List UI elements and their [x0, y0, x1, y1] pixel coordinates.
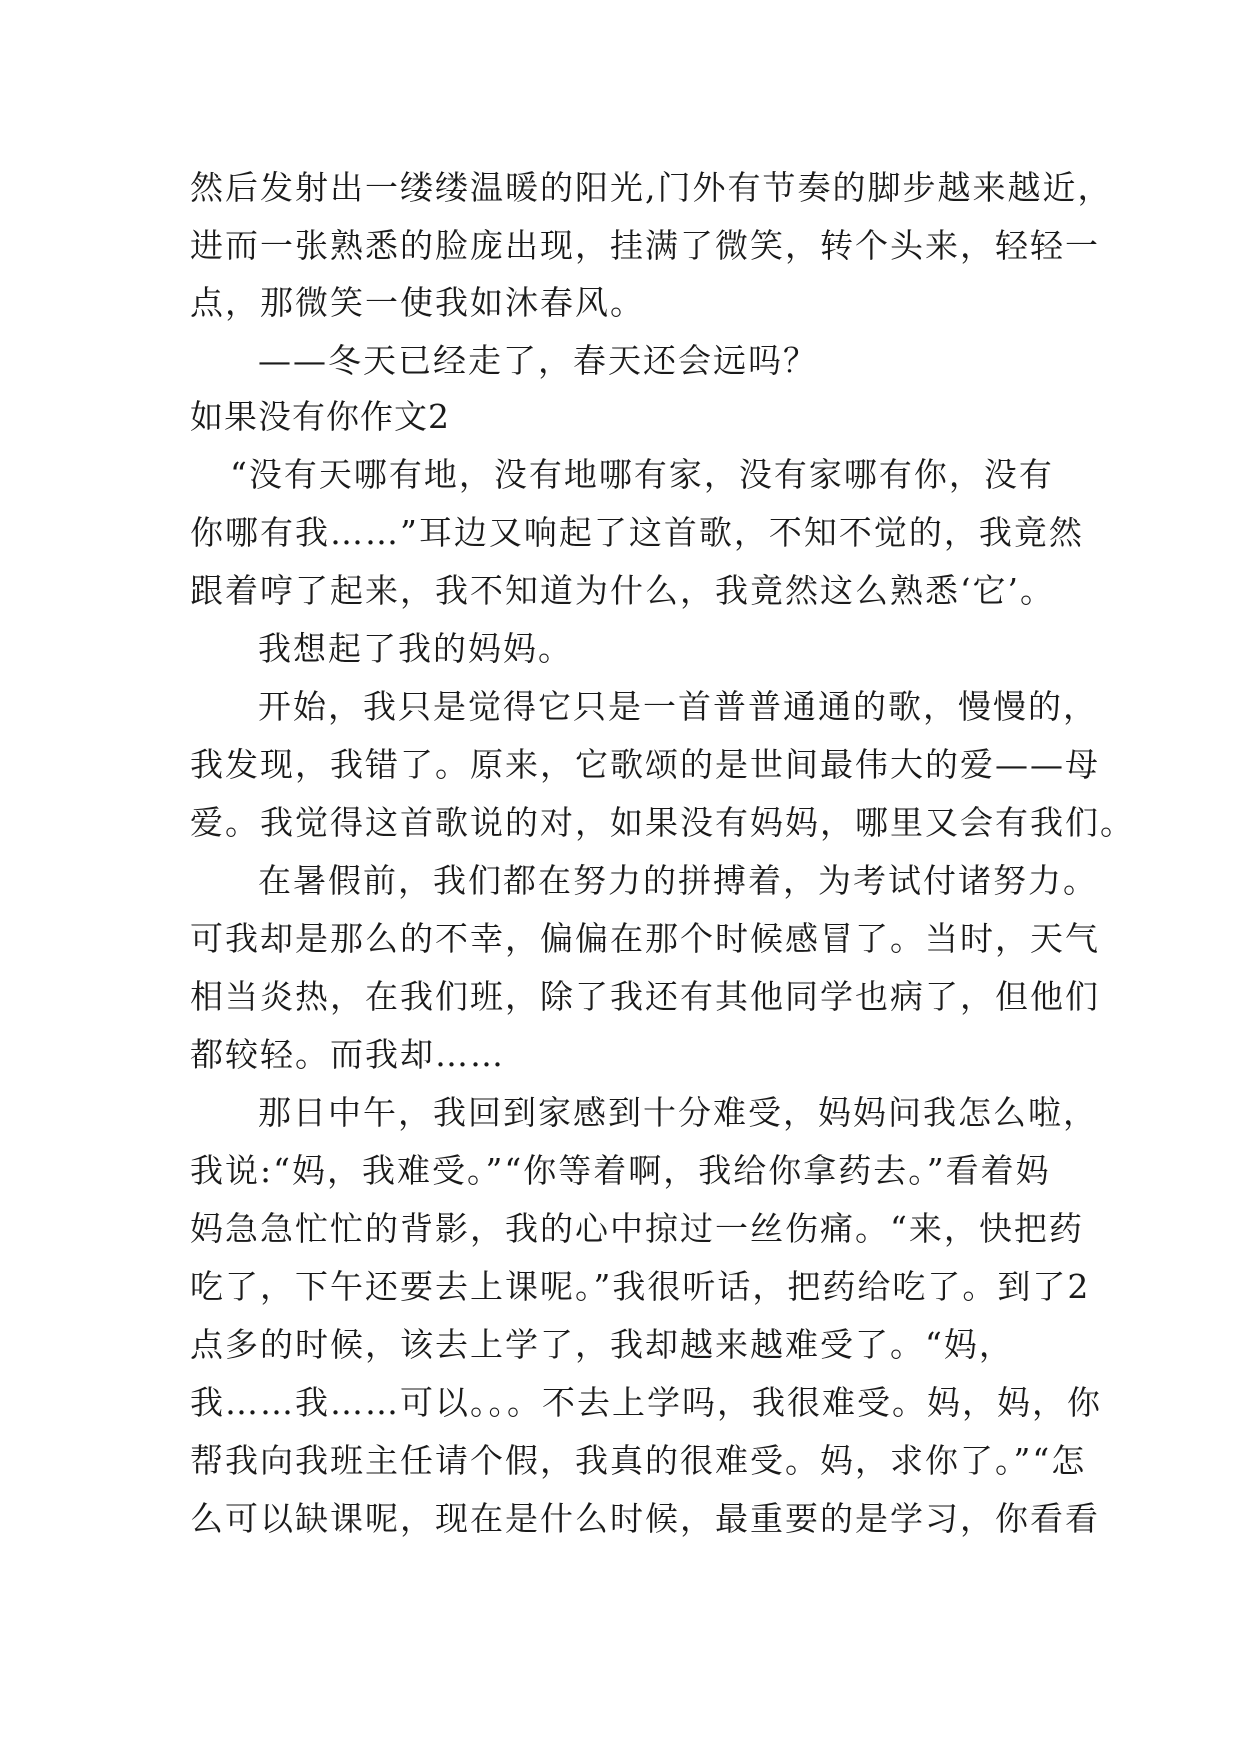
- text-line: 我发现，我错了。原来，它歌颂的是世间最伟大的爱——母: [190, 745, 1100, 784]
- text-line: 进而一张熟悉的脸庞出现，挂满了微笑，转个头来，轻轻一: [190, 226, 1100, 265]
- text-line: ——冬天已经走了，春天还会远吗？: [258, 341, 818, 380]
- text-line: “没有天哪有地，没有地哪有家，没有家哪有你，没有: [230, 455, 1054, 494]
- text-line: 吃了，下午还要去上课呢。”我很听话，把药给吃了。到了2: [190, 1267, 1091, 1306]
- text-line: 爱。我觉得这首歌说的对，如果没有妈妈，哪里又会有我们。: [190, 803, 1135, 842]
- text-line: 点多的时候，该去上学了，我却越来越难受了。“妈，: [190, 1325, 1014, 1364]
- section-title: 如果没有你作文2: [190, 397, 450, 436]
- text-line: 可我却是那么的不幸，偏偏在那个时候感冒了。当时，天气: [190, 919, 1100, 958]
- text-line: 么可以缺课呢，现在是什么时候，最重要的是学习，你看看: [190, 1499, 1100, 1538]
- text-line: 相当炎热，在我们班，除了我还有其他同学也病了，但他们: [190, 977, 1100, 1016]
- text-line: 你哪有我……”耳边又响起了这首歌，不知不觉的，我竟然: [190, 513, 1084, 552]
- text-line: 点，那微笑一使我如沐春风。: [190, 283, 645, 322]
- text-line: 都较轻。而我却……: [190, 1035, 505, 1074]
- text-line: 开始，我只是觉得它只是一首普普通通的歌，慢慢的，: [258, 687, 1098, 726]
- text-line: 在暑假前，我们都在努力的拼搏着，为考试付诸努力。: [258, 861, 1098, 900]
- text-line: 那日中午，我回到家感到十分难受，妈妈问我怎么啦，: [258, 1093, 1098, 1132]
- text-line: 跟着哼了起来，我不知道为什么，我竟然这么熟悉‘它’。: [190, 571, 1055, 610]
- text-line: 我说:“妈，我难受。”“你等着啊，我给你拿药去。”看着妈: [190, 1151, 1051, 1190]
- text-line: 然后发射出一缕缕温暖的阳光,门外有节奏的脚步越来越近，: [190, 168, 1113, 207]
- text-line: 我想起了我的妈妈。: [258, 629, 573, 668]
- text-line: 帮我向我班主任请个假，我真的很难受。妈，求你了。”“怎: [190, 1441, 1087, 1480]
- text-line: 妈急急忙忙的背影，我的心中掠过一丝伤痛。“来，快把药: [190, 1209, 1084, 1248]
- text-line: 我……我……可以。。。不去上学吗，我很难受。妈，妈，你: [190, 1383, 1102, 1422]
